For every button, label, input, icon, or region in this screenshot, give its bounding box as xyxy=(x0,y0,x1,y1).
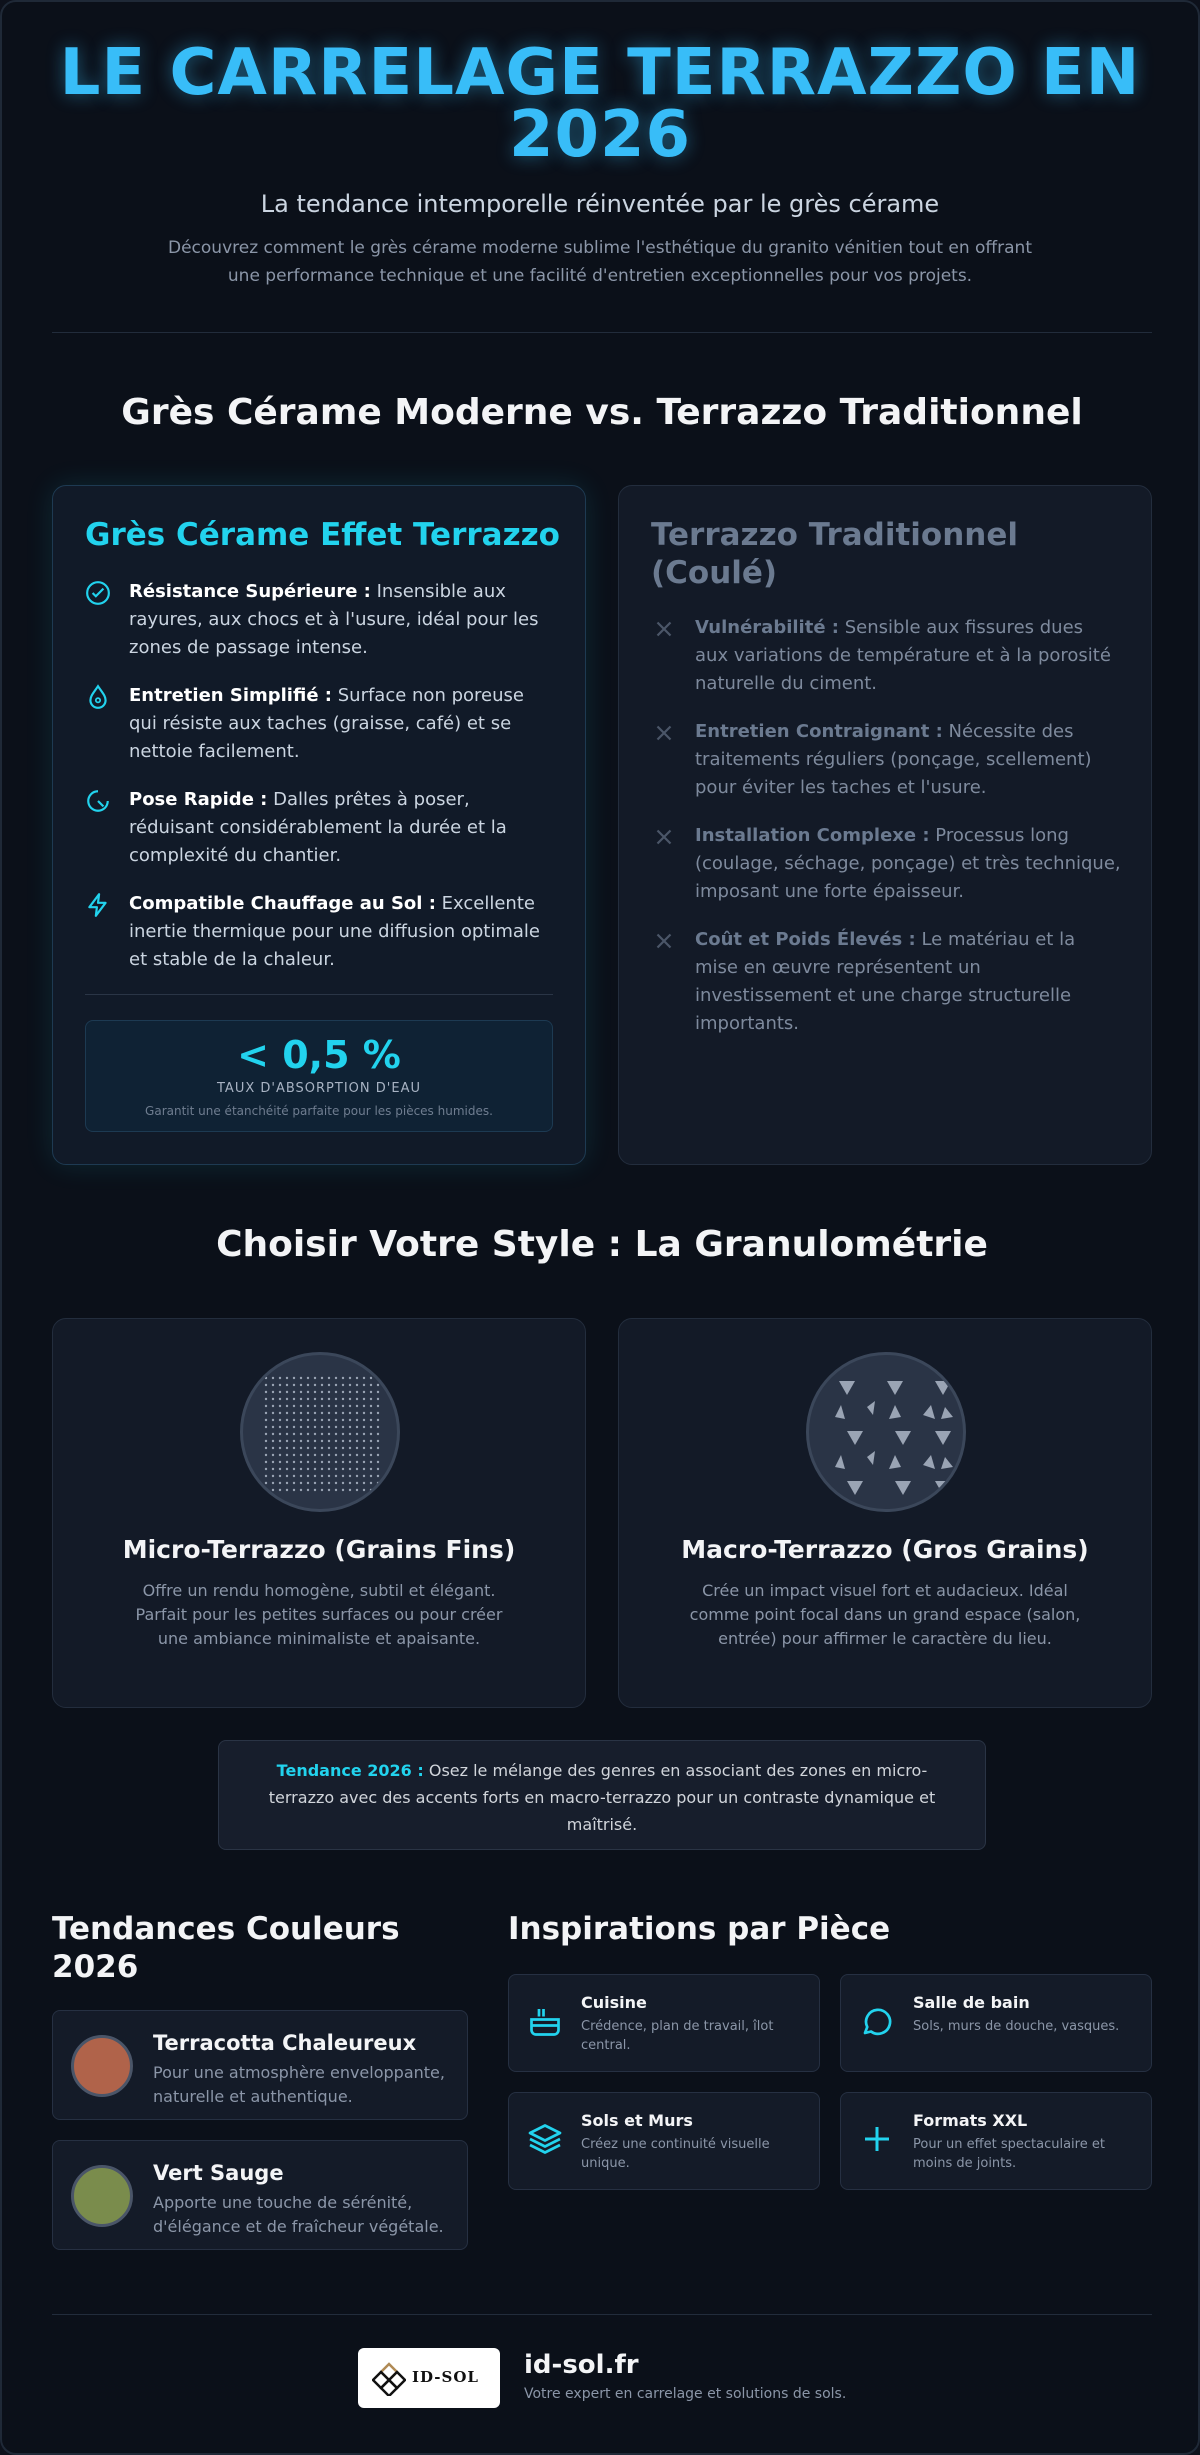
intro-text: Découvrez comment le grès cérame moderne sublime l'esthétique du granito vénitien tout en offrant une performance technique et une facilité d'entretien exceptionnelles pour vos projets. xyxy=(168,238,1032,286)
colors-title: Tendances Couleurs 2026 xyxy=(52,1911,400,1985)
feature-text: Sensible aux fissures dues aux variations de température et à la porosité naturelle du ciment. xyxy=(695,617,1111,694)
feature-item xyxy=(651,926,1121,1038)
feature-item xyxy=(651,718,1121,802)
feature-text: Surface non poreuse qui résiste aux taches (graisse, café) et se nettoie facilement. xyxy=(129,685,524,762)
room-desc: Crédence, plan de travail, îlot central. xyxy=(581,2019,774,2053)
feature-item xyxy=(85,578,555,662)
card-divider xyxy=(85,994,553,995)
macro-grain-swatch xyxy=(806,1352,966,1512)
room-card-cuisine xyxy=(508,1974,820,2072)
trend-callout xyxy=(218,1740,986,1850)
room-desc: Créez une continuité visuelle unique. xyxy=(581,2137,770,2171)
comparison-title: Grès Cérame Moderne vs. Terrazzo Traditionnel xyxy=(121,392,1083,433)
stat-value: < 0,5 % xyxy=(237,1033,401,1077)
check-circle-icon xyxy=(85,580,111,606)
stat-note: Garantit une étanchéité parfaite pour les pièces humides. xyxy=(145,1104,493,1118)
diamond-logo-icon xyxy=(372,2362,406,2396)
style-name: Micro-Terrazzo (Grains Fins) xyxy=(122,1535,516,1564)
cross-icon xyxy=(651,928,677,954)
timer-icon xyxy=(85,788,111,814)
feature-item xyxy=(85,786,555,870)
rooms-title: Inspirations par Pièce xyxy=(508,1911,891,1947)
feature-text: Dalles prêtes à poser, réduisant considérablement la durée et la complexité du chantier. xyxy=(129,789,507,866)
divider xyxy=(52,332,1152,333)
style-name: Macro-Terrazzo (Gros Grains) xyxy=(681,1535,1089,1564)
color-card xyxy=(52,2140,468,2250)
footer-divider xyxy=(52,2314,1152,2315)
feature-item xyxy=(85,890,555,974)
room-name: Sols et Murs xyxy=(581,2111,693,2130)
room-card-salle-de-bain xyxy=(840,1974,1152,2072)
micro-grain-swatch xyxy=(240,1352,400,1512)
feature-label: Coût et Poids Élevés : xyxy=(695,929,916,950)
lightning-icon xyxy=(85,892,111,918)
feature-text: Nécessite des traitements réguliers (ponçage, scellement) pour éviter les taches et l'usure. xyxy=(695,721,1092,798)
trend-text: Osez le mélange des genres en associant des zones en micro-terrazzo avec des accents forts en macro-terrazzo pour un contraste dynamique et maîtrisé. xyxy=(268,1761,936,1834)
color-desc: Apporte une touche de sérénité, d'élégance et de fraîcheur végétale. xyxy=(153,2193,444,2236)
feature-text: Le matériau et la mise en œuvre représentent un investissement et une charge structurelle importants. xyxy=(695,929,1076,1034)
header xyxy=(2,2,1198,290)
droplet-icon xyxy=(85,684,111,710)
traditional-heading: Terrazzo Traditionnel (Coulé) xyxy=(651,517,1019,591)
room-desc: Pour un effet spectaculaire et moins de joints. xyxy=(913,2137,1105,2171)
macro-grain-pattern xyxy=(809,1355,966,1512)
feature-label: Vulnérabilité : xyxy=(695,617,839,638)
style-desc: Offre un rendu homogène, subtil et élégant. Parfait pour les petites surfaces ou pour créer une ambiance minimaliste et apaisante. xyxy=(135,1581,503,1648)
room-card-sols-murs xyxy=(508,2092,820,2190)
feature-text: Excellente inertie thermique pour une diffusion optimale et stable de la chaleur. xyxy=(129,893,541,970)
site-tagline: Votre expert en carrelage et solutions de sols. xyxy=(524,2386,847,2402)
color-card xyxy=(52,2010,468,2120)
color-name: Terracotta Chaleureux xyxy=(153,2031,417,2055)
color-name: Vert Sauge xyxy=(153,2161,284,2185)
modern-card xyxy=(52,485,586,1165)
site-link[interactable]: id-sol.fr xyxy=(524,2350,639,2380)
room-name: Cuisine xyxy=(581,1993,647,2012)
color-desc: Pour une atmosphère enveloppante, naturelle et authentique. xyxy=(153,2063,445,2106)
room-card-formats-xxl xyxy=(840,2092,1152,2190)
styles-title: Choisir Votre Style : La Granulométrie xyxy=(216,1224,988,1265)
feature-item xyxy=(651,822,1121,906)
feature-label: Entretien Simplifié : xyxy=(129,685,332,706)
page-title: LE CARRELAGE TERRAZZO EN 2026 xyxy=(59,36,1141,172)
traditional-card xyxy=(618,485,1152,1165)
room-desc: Sols, murs de douche, vasques. xyxy=(913,2019,1120,2034)
page-subtitle: La tendance intemporelle réinventée par le grès cérame xyxy=(260,190,940,218)
cross-icon xyxy=(651,824,677,850)
color-swatch-terracotta xyxy=(71,2035,133,2097)
trend-label: Tendance 2026 : xyxy=(276,1761,424,1780)
room-name: Salle de bain xyxy=(913,1993,1030,2012)
style-card-micro xyxy=(52,1318,586,1708)
feature-text: Processus long (coulage, séchage, ponçage) et très technique, imposant une forte épaisseur. xyxy=(695,825,1121,902)
style-desc: Crée un impact visuel fort et audacieux. Idéal comme point focal dans un grand espace (salon, entrée) pour affirmer le caractère du lieu. xyxy=(689,1581,1081,1648)
color-swatch-sauge xyxy=(71,2165,133,2227)
style-card-macro xyxy=(618,1318,1152,1708)
cooking-pot-icon xyxy=(527,2003,563,2039)
cross-icon xyxy=(651,616,677,642)
feature-item xyxy=(85,682,555,766)
footer-logo[interactable] xyxy=(358,2348,500,2408)
stat-label: TAUX D'ABSORPTION D'EAU xyxy=(217,1081,421,1096)
feature-label: Résistance Supérieure : xyxy=(129,581,371,602)
room-name: Formats XXL xyxy=(913,2111,1028,2130)
feature-text: Insensible aux rayures, aux chocs et à l'usure, idéal pour les zones de passage intense. xyxy=(129,581,539,658)
stat-box xyxy=(85,1020,553,1132)
layers-icon xyxy=(527,2121,563,2157)
chat-bubble-icon xyxy=(859,2003,895,2039)
feature-label: Entretien Contraignant : xyxy=(695,721,943,742)
modern-heading: Grès Cérame Effet Terrazzo xyxy=(85,517,560,553)
feature-label: Compatible Chauffage au Sol : xyxy=(129,893,436,914)
feature-item xyxy=(651,614,1121,698)
cross-icon xyxy=(651,720,677,746)
feature-label: Installation Complexe : xyxy=(695,825,930,846)
logo-text: ID-SOL xyxy=(412,2368,479,2386)
plus-icon xyxy=(859,2121,895,2157)
micro-grain-pattern xyxy=(243,1355,400,1512)
feature-label: Pose Rapide : xyxy=(129,789,268,810)
